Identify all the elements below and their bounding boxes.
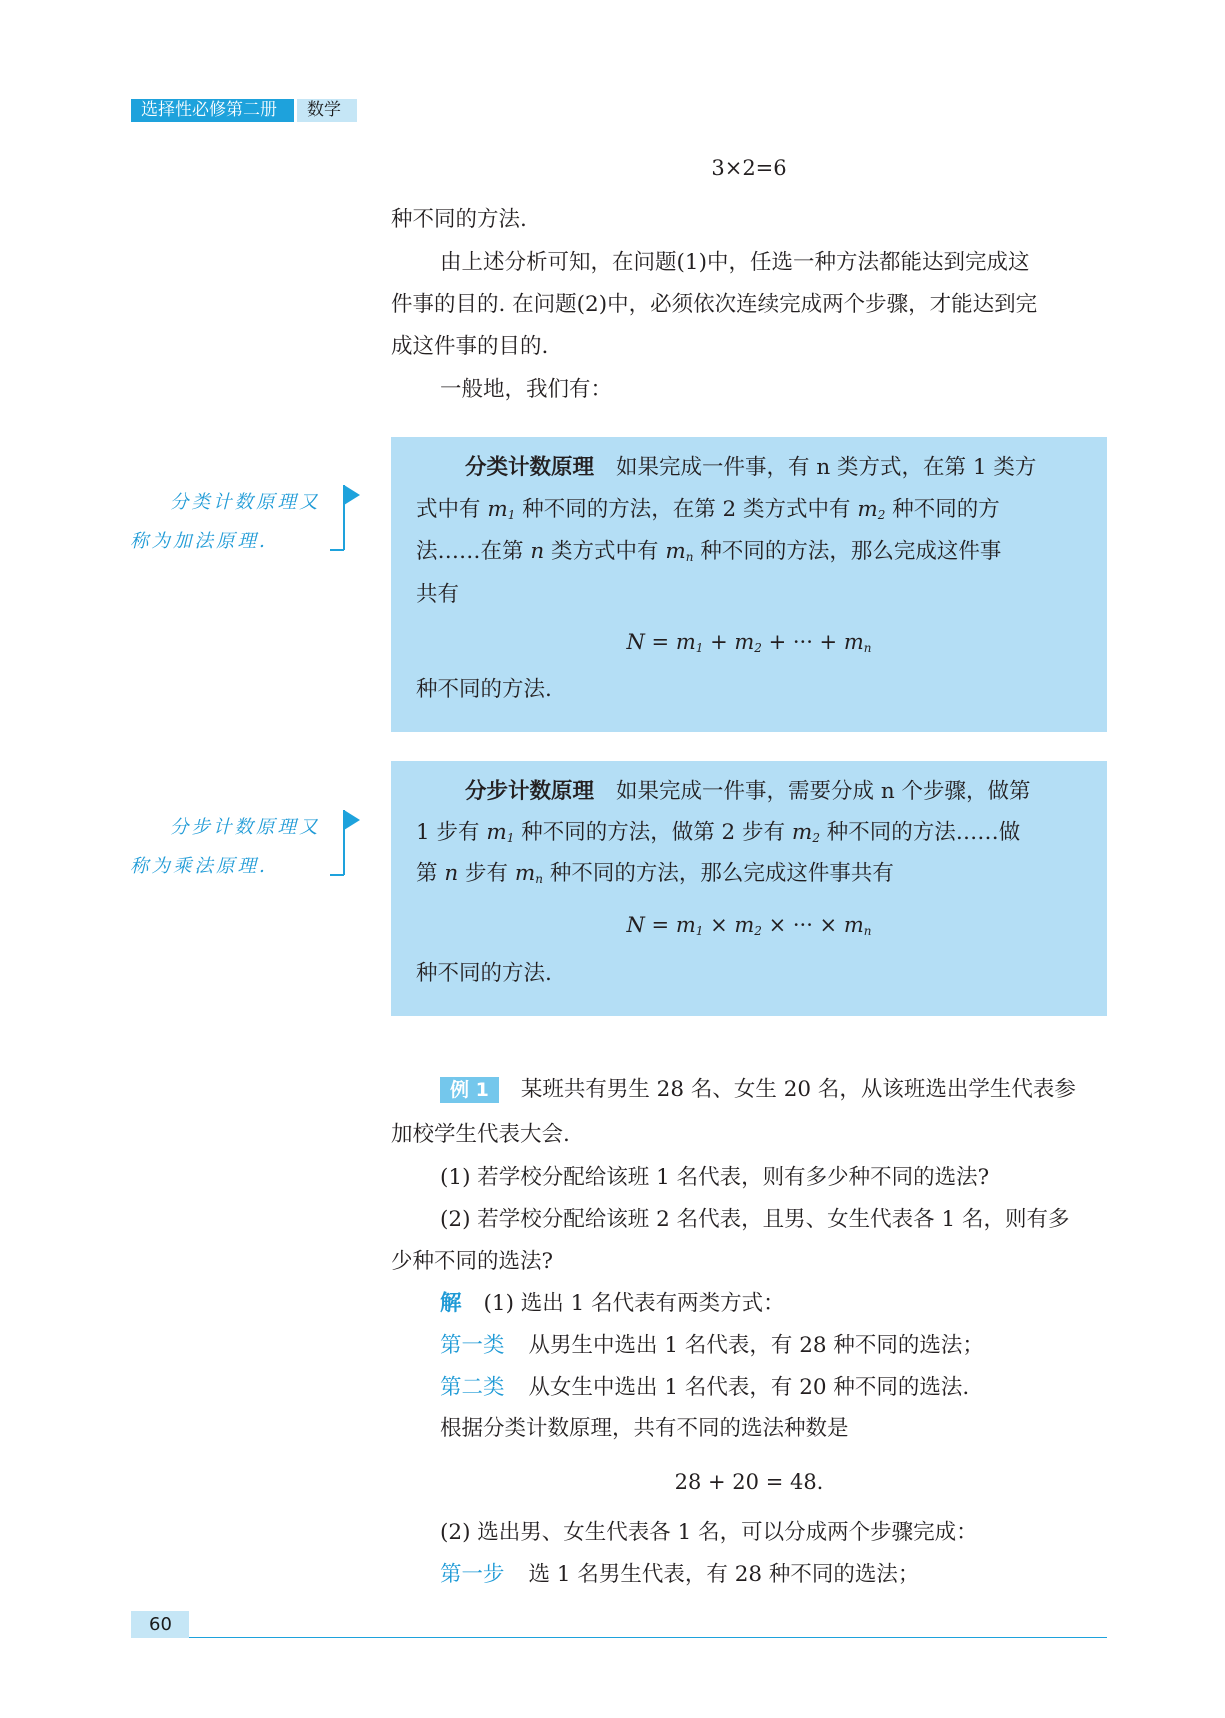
principle-term: 分步计数原理	[465, 779, 595, 804]
category-1: 第一类 从男生中选出 1 名代表，有 28 种不同的选法；	[440, 1333, 984, 1358]
sum-equation: 28 + 20 = 48.	[674, 1470, 824, 1494]
solution-label: 解	[440, 1291, 462, 1316]
side-note-line: 分类计数原理又	[170, 492, 321, 513]
side-note-line: 称为加法原理.	[130, 531, 268, 552]
principle-line	[465, 453, 1036, 483]
step-label: 第二类	[440, 1375, 505, 1400]
step-label: 第一类	[440, 1333, 505, 1358]
addition-formula: $N = m_1 + m_2$ + ··· + $m_n$	[626, 630, 872, 655]
principle-line	[465, 777, 1031, 807]
multiplication-formula: $N = m_1 \times m_2$ × ··· × $m_n$	[626, 913, 872, 938]
example-line: 加校学生代表大会.	[391, 1122, 570, 1147]
paragraph-line: 件事的目的. 在问题(2)中，必须依次连续完成两个步骤，才能达到完	[391, 292, 1038, 317]
step-label: 第一步	[440, 1562, 505, 1587]
intro-line: 种不同的方法.	[391, 207, 527, 232]
principle-line: 第 n 步有 $m_n$ 种不同的方法，那么完成这件事共有	[416, 861, 894, 886]
paragraph-line: 成这件事的目的.	[391, 334, 549, 359]
conclusion-line: 根据分类计数原理，共有不同的选法种数是	[440, 1416, 849, 1441]
principle-closing: 种不同的方法.	[416, 677, 552, 702]
step-1: 第一步 选 1 名男生代表，有 28 种不同的选法；	[440, 1562, 920, 1587]
flag-icon	[330, 485, 360, 551]
principle-line: 法……在第 n 类方式中有 $m_n$ 种不同的方法，那么完成这件事	[416, 539, 1002, 564]
question-1: (1) 若学校分配给该班 1 名代表，则有多少种不同的选法?	[440, 1165, 990, 1190]
example-badge: 例 1	[440, 1077, 499, 1103]
book-title: 选择性必修第二册	[131, 99, 294, 122]
principle-line: 1 步有 $m_1$ 种不同的方法，做第 2 步有 $m_2$ 种不同的方法……做	[416, 820, 1021, 845]
intro-equation: 3×2=6	[711, 156, 787, 180]
side-note-addition	[130, 483, 340, 561]
example-text: 某班共有男生 28 名、女生 20 名，从该班选出学生代表参	[520, 1077, 1076, 1102]
category-2: 第二类 从女生中选出 1 名代表，有 20 种不同的选法.	[440, 1375, 970, 1400]
principle-text: 如果完成一件事，需要分成 n 个步骤，做第	[616, 779, 1031, 804]
subject-label: 数学	[297, 99, 357, 122]
principle-closing: 种不同的方法.	[416, 961, 552, 986]
footer-rule	[189, 1637, 1107, 1638]
multiplication-principle-box	[391, 761, 1107, 1016]
principle-line: 式中有 $m_1$ 种不同的方法，在第 2 类方式中有 $m_2$ 种不同的方	[416, 497, 1000, 522]
side-note-multiplication	[130, 808, 340, 886]
addition-principle-box	[391, 437, 1107, 732]
page-number: 60	[131, 1611, 189, 1638]
side-note-line: 称为乘法原理.	[130, 856, 268, 877]
principle-line: 共有	[416, 582, 460, 607]
solution-2-line: (2) 选出男、女生代表各 1 名，可以分成两个步骤完成：	[440, 1520, 978, 1545]
question-2: (2) 若学校分配给该班 2 名代表，且男、女生代表各 1 名，则有多	[440, 1207, 1070, 1232]
side-note-line: 分步计数原理又	[170, 817, 321, 838]
principle-term: 分类计数原理	[465, 455, 595, 480]
paragraph-line: 由上述分析可知，在问题(1)中，任选一种方法都能达到完成这	[440, 250, 1030, 275]
question-2-cont: 少种不同的选法?	[391, 1249, 554, 1274]
principle-text: 如果完成一件事，有 n 类方式，在第 1 类方	[616, 455, 1037, 480]
page-header	[131, 99, 357, 122]
general-line: 一般地，我们有：	[440, 377, 613, 402]
solution-line: 解 (1) 选出 1 名代表有两类方式：	[440, 1291, 785, 1316]
example-line	[440, 1075, 1076, 1105]
flag-icon	[330, 810, 360, 876]
